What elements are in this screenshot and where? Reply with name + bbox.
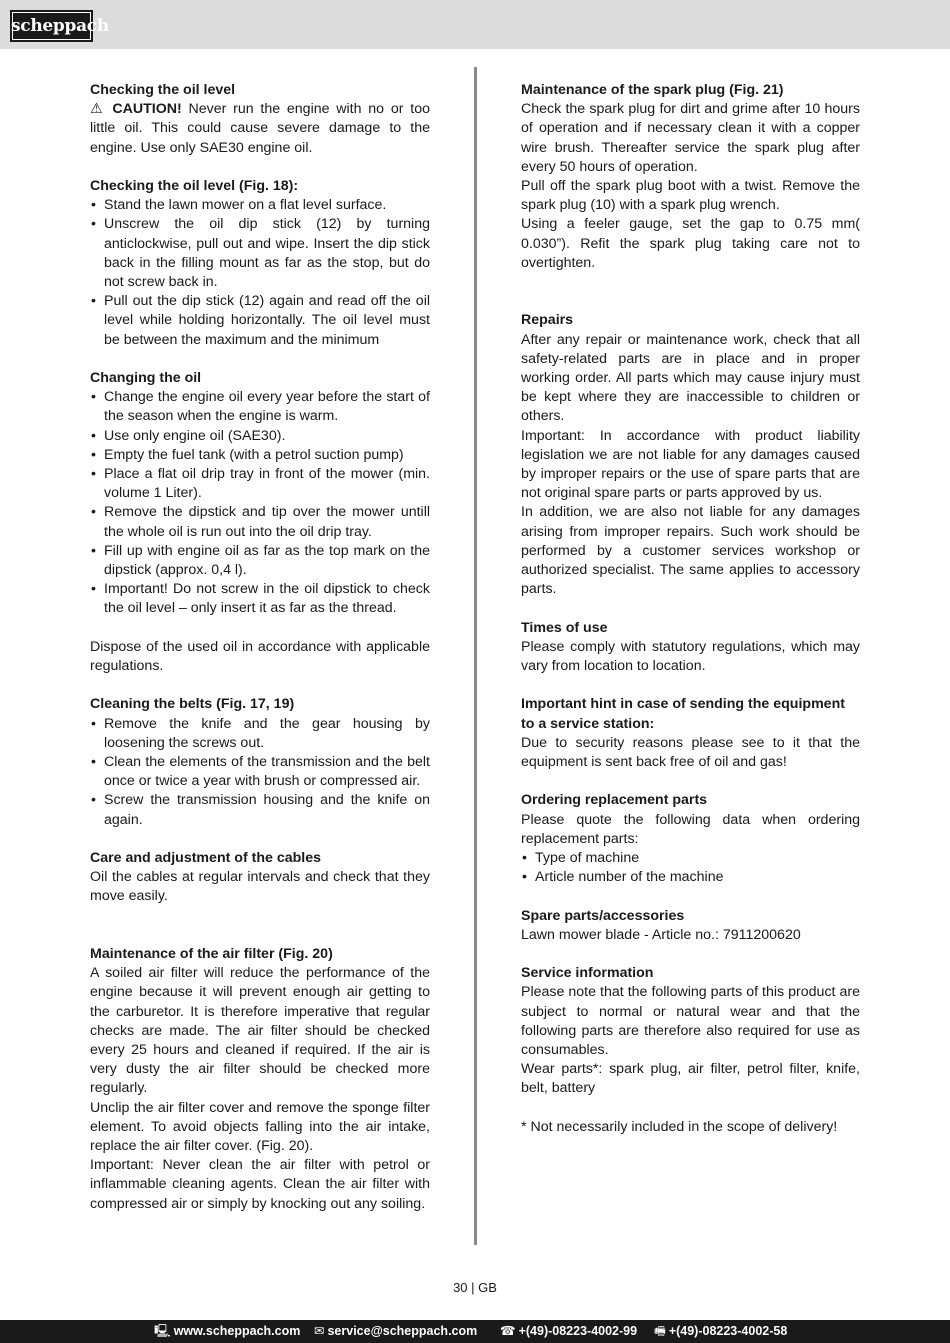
list-item: • Unscrew the oil dip stick (12) by turning anticlockwise, pull out and wipe. Insert the dip stick back in the filling mount as far as the stop, but do not screw back in. — [90, 215, 430, 292]
left-column — [90, 81, 430, 1233]
section-cables — [90, 849, 430, 907]
fax-number: +(49)-08223-4002-58 — [668, 1324, 788, 1338]
column-divider — [474, 67, 477, 1245]
footer-phone — [500, 1320, 637, 1343]
section-title: Service information — [521, 965, 654, 982]
section-title: Checking the oil level — [90, 82, 236, 98]
bullet-list — [521, 849, 860, 887]
section-title: Changing the oil — [90, 370, 202, 387]
list-item: • Important! Do not screw in the oil dipstick to check the oil level – only insert it as far as the thread. — [90, 580, 430, 618]
dispose-paragraph: Dispose of the used oil in accordance with applicable regulations. — [90, 638, 430, 675]
section-changing-oil — [90, 369, 430, 619]
paragraph: Please note that the following parts of this product are subject to normal or natural wear and that the following parts are therefore also required for use as consumables. — [521, 984, 860, 1059]
warning-icon: ⚠ — [90, 101, 106, 118]
paragraph: A soiled air filter will reduce the performance of the engine because it will prevent enough air getting to the carburetor. It is therefore imperative that regular checks are made. The air filter should be checked every 25 hours and cleaned if required. If the air is very dusty the air filter should be checked more regularly. — [90, 965, 430, 1097]
paragraph: Oil the cables at regular intervals and check that they move easily. — [90, 869, 430, 905]
spacer — [521, 292, 860, 311]
caution-label: CAUTION! — [112, 101, 182, 118]
footnote: * Not necessarily included in the scope of delivery! — [521, 1118, 838, 1135]
paragraph: Check the spark plug for dirt and grime after 10 hours of operation and if necessary clean it with a copper wire brush. Thereafter service the spark plug after every 50 hours of operation. — [521, 101, 860, 175]
paragraph: Due to security reasons please see to it that the equipment is sent back free of oil and gas! — [521, 734, 860, 771]
list-item: • Remove the knife and the gear housing by loosening the screws out. — [90, 715, 430, 753]
section-title: Checking the oil level (Fig. 18): — [90, 178, 299, 194]
list-item: • Remove the dipstick and tip over the mower untill the whole oil is run out into the oil drip tray. — [90, 503, 430, 541]
section-title: Ordering replacement parts — [521, 792, 708, 809]
paragraph: In addition, we are also not liable for any damages arising from improper repairs. Such work should be performed by a customer services workshop or authorized specialist. The same applies to accessory parts. — [521, 504, 860, 598]
email-link[interactable]: service@scheppach.com — [327, 1324, 478, 1338]
list-item: • Use only engine oil (SAE30). — [90, 427, 430, 446]
section-title: Repairs — [521, 312, 574, 329]
paragraph: Please comply with statutory regulations, which may vary from location to location. — [521, 638, 860, 675]
phone-icon: ☎ — [500, 1324, 516, 1338]
footer-fax — [654, 1320, 787, 1343]
paragraph: Pull off the spark plug boot with a twist. Remove the spark plug (10) with a spark plug wrench. — [521, 178, 860, 214]
phone-number: +(49)-08223-4002-99 — [518, 1324, 638, 1338]
section-repairs — [521, 311, 860, 599]
list-item: • Change the engine oil every year before the start of the season when the engine is warm. — [90, 388, 430, 426]
section-air-filter — [90, 945, 430, 1214]
list-item: • Fill up with engine oil as far as the top mark on the dipstick (approx. 0,4 l). — [90, 542, 430, 580]
bullet-list — [90, 196, 430, 350]
section-title: Maintenance of the air filter (Fig. 20) — [90, 946, 333, 963]
section-cleaning-belts — [90, 695, 430, 829]
list-item: • Place a flat oil drip tray in front of the mower (min. volume 1 Liter). — [90, 465, 430, 503]
list-item: • Pull out the dip stick (12) again and read off the oil level while holding horizontally. The oil level must be between the maximum and the minimum — [90, 292, 430, 350]
spacer — [521, 1099, 860, 1118]
list-item: • Empty the fuel tank (with a petrol suction pump) — [90, 446, 430, 465]
section-title: Care and adjustment of the cables — [90, 850, 321, 867]
list-item: • Stand the lawn mower on a flat level surface. — [90, 196, 430, 215]
paragraph: Unclip the air filter cover and remove the sponge filter element. To avoid objects falling into the air intake, replace the air filter cover. (Fig. 20). — [90, 1099, 430, 1155]
bullet-list — [90, 715, 430, 830]
section-title: Cleaning the belts (Fig. 17, 19) — [90, 696, 295, 713]
paragraph: After any repair or maintenance work, check that all safety-related parts are in place and in proper working order. All parts which may cause injury must be kept where they are inaccessible to children or others. — [521, 331, 860, 425]
section-service-station-hint — [521, 695, 860, 772]
footer-email[interactable] — [314, 1320, 477, 1343]
page-number: 30 | GB — [453, 1280, 497, 1295]
list-item: • Type of machine — [521, 849, 860, 868]
section-ordering-parts — [521, 791, 860, 887]
footer-website[interactable] — [154, 1320, 300, 1343]
list-item: • Screw the transmission housing and the knife on again. — [90, 791, 430, 829]
section-title: Important hint in case of sending the equipment to a service station: — [521, 696, 845, 732]
section-title: Times of use — [521, 619, 608, 636]
paragraph: Important: Never clean the air filter with petrol or inflammable cleaning agents. Clean the air filter with compressed air or simply by knocking out any soiling. — [90, 1157, 430, 1212]
right-column — [521, 81, 860, 1156]
paragraph: Lawn mower blade - Article no.: 7911200620 — [521, 926, 801, 943]
paragraph: Important: In accordance with product liability legislation we are not liable for any damages caused by improper repairs or the use of spare parts that are not original spare parts or parts approved by us. — [521, 427, 860, 502]
bullet-list — [90, 388, 430, 618]
section-checking-oil-level-fig — [90, 177, 430, 350]
section-spark-plug — [521, 81, 860, 273]
caution-text: Never run the engine with no or too little oil. This could cause severe damage to the engine. Use only SAE30 engine oil. — [90, 101, 430, 156]
website-link[interactable]: www.scheppach.com — [173, 1324, 301, 1338]
computer-icon: 🖳 — [154, 1324, 171, 1338]
spacer — [90, 926, 430, 945]
section-spare-parts — [521, 907, 860, 945]
list-item: • Clean the elements of the transmission and the belt once or twice a year with brush or compressed air. — [90, 753, 430, 791]
fax-icon: 🖷 — [654, 1324, 666, 1338]
section-dispose-oil — [90, 638, 430, 676]
footer-bar — [0, 1320, 950, 1343]
paragraph: Wear parts*: spark plug, air filter, petrol filter, knife, belt, battery — [521, 1061, 860, 1097]
section-title: Maintenance of the spark plug (Fig. 21) — [521, 82, 784, 98]
paragraph: Using a feeler gauge, set the gap to 0.75 mm( 0.030”). Refit the spark plug taking care not to overtighten. — [521, 216, 860, 271]
paragraph: Please quote the following data when ordering replacement parts: — [521, 811, 860, 847]
header-bar — [0, 0, 950, 49]
section-title: Spare parts/accessories — [521, 907, 685, 924]
scheppach-logo: scheppach — [10, 10, 93, 42]
caution-paragraph — [90, 100, 430, 158]
section-times-of-use — [521, 619, 860, 677]
list-item: • Article number of the machine — [521, 868, 860, 887]
section-service-information — [521, 964, 860, 1137]
email-icon: ✉ — [314, 1324, 325, 1338]
section-checking-oil-level — [90, 81, 430, 158]
